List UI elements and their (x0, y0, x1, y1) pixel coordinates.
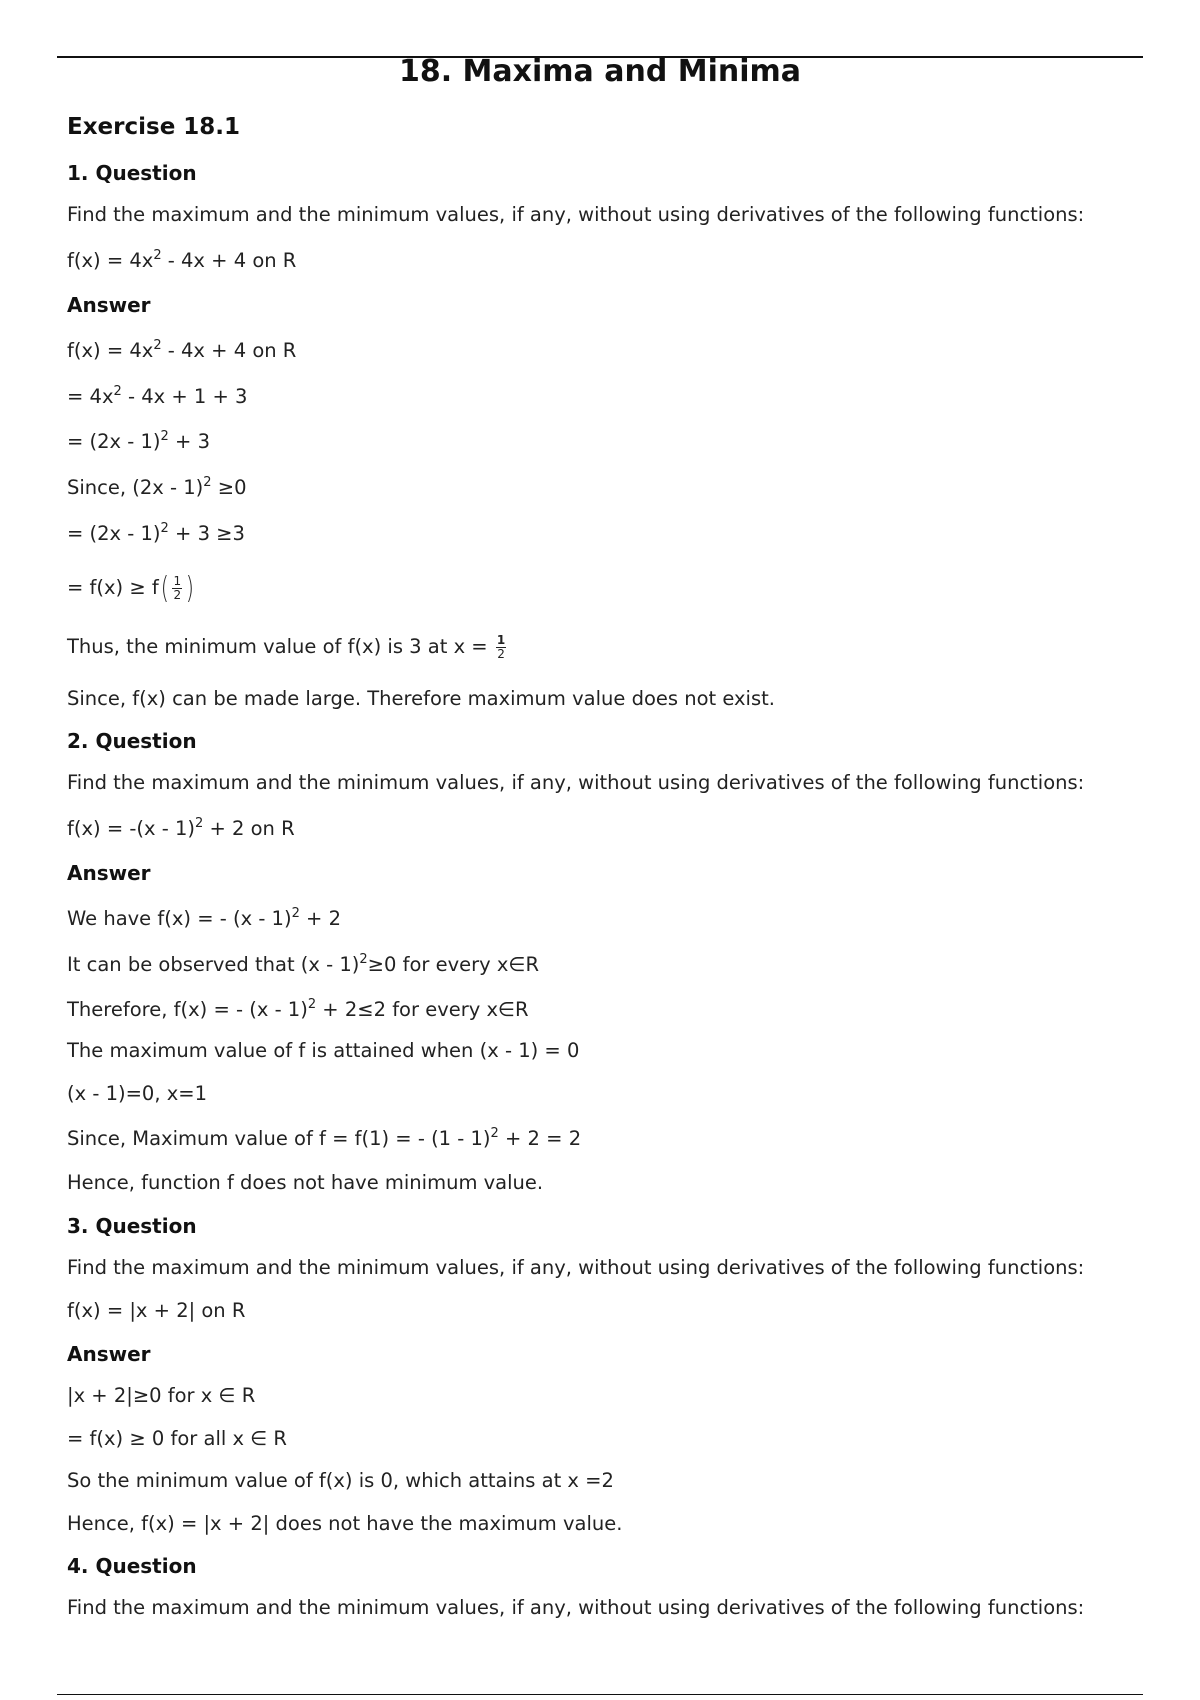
q1-answer-heading: Answer (67, 293, 151, 317)
q2-step-6: Since, Maximum value of f = f(1) = - (1 - 1)$^2$ + 2 = 2 (67, 1126, 582, 1150)
q3-step-1: |x + 2|≥0 for x ∈ R (67, 1384, 256, 1407)
q1-step-7: Thus, the minimum value of f(x) is 3 at x = $\frac{1}{2}$ (67, 633, 506, 661)
q3-step-2: = f(x) ≥ 0 for all x ∈ R (67, 1427, 287, 1450)
q1-step-2: = $4x^2 - 4x + 1 + 3$ (67, 384, 248, 408)
q2-step-3: Therefore, f(x) = - (x - 1)$^2$ + 2≤2 for every x∈R (67, 997, 529, 1021)
page-title: 18. Maxima and Minima (398, 54, 802, 89)
q1-step-3: = (2x - 1)$^2$ + 3 (67, 429, 210, 453)
q1-heading: 1. Question (67, 161, 197, 185)
q3-step-4: Hence, f(x) = |x + 2| does not have the maximum value. (67, 1512, 623, 1535)
q4-prompt: Find the maximum and the minimum values, if any, without using derivatives of the following functions: (67, 1596, 1085, 1619)
q1-step-6-fraction: $\frac{1}{2}$ (173, 574, 182, 602)
q2-heading: 2. Question (67, 729, 197, 753)
q3-answer-heading: Answer (67, 1342, 151, 1366)
q2-step-1: We have f(x) = - (x - 1)$^2$ + 2 (67, 906, 342, 930)
q2-function: f(x) = -(x - 1)$^2$ + 2 on R (67, 816, 295, 840)
q4-heading: 4. Question (67, 1554, 197, 1578)
q3-heading: 3. Question (67, 1214, 197, 1238)
q1-function: $f(x) = 4x^2 - 4x + 4$ on R (67, 248, 297, 272)
q3-function: f(x) = |x + 2| on R (67, 1299, 246, 1322)
q2-step-7: Hence, function f does not have minimum value. (67, 1171, 544, 1194)
q1-prompt: Find the maximum and the minimum values, if any, without using derivatives of the following functions: (67, 203, 1085, 226)
exercise-heading: Exercise 18.1 (67, 114, 241, 140)
bottom-rule (57, 1694, 1143, 1695)
q1-step-1: $f(x) = 4x^2 - 4x + 4$ on R (67, 338, 297, 362)
q2-step-2: It can be observed that (x - 1)$^2$≥0 for every x∈R (67, 952, 539, 976)
q1-step-4: Since, (2x - 1)$^2$ ≥0 (67, 475, 247, 499)
q1-step-8: Since, f(x) can be made large. Therefore maximum value does not exist. (67, 687, 775, 710)
q3-step-3: So the minimum value of f(x) is 0, which attains at x =2 (67, 1469, 614, 1492)
q1-step-7-fraction: $\frac{1}{2}$ (496, 633, 506, 661)
q2-answer-heading: Answer (67, 861, 151, 885)
q2-step-4: The maximum value of f is attained when (x - 1) = 0 (67, 1039, 580, 1062)
q3-prompt: Find the maximum and the minimum values, if any, without using derivatives of the following functions: (67, 1256, 1085, 1279)
q2-prompt: Find the maximum and the minimum values, if any, without using derivatives of the following functions: (67, 771, 1085, 794)
q1-step-6: = f(x) ≥ f( $\frac{1}{2}$ ) (67, 570, 195, 606)
q2-step-5: (x - 1)=0, x=1 (67, 1082, 208, 1105)
q1-step-5: = (2x - 1)$^2$ + 3 ≥3 (67, 521, 245, 545)
